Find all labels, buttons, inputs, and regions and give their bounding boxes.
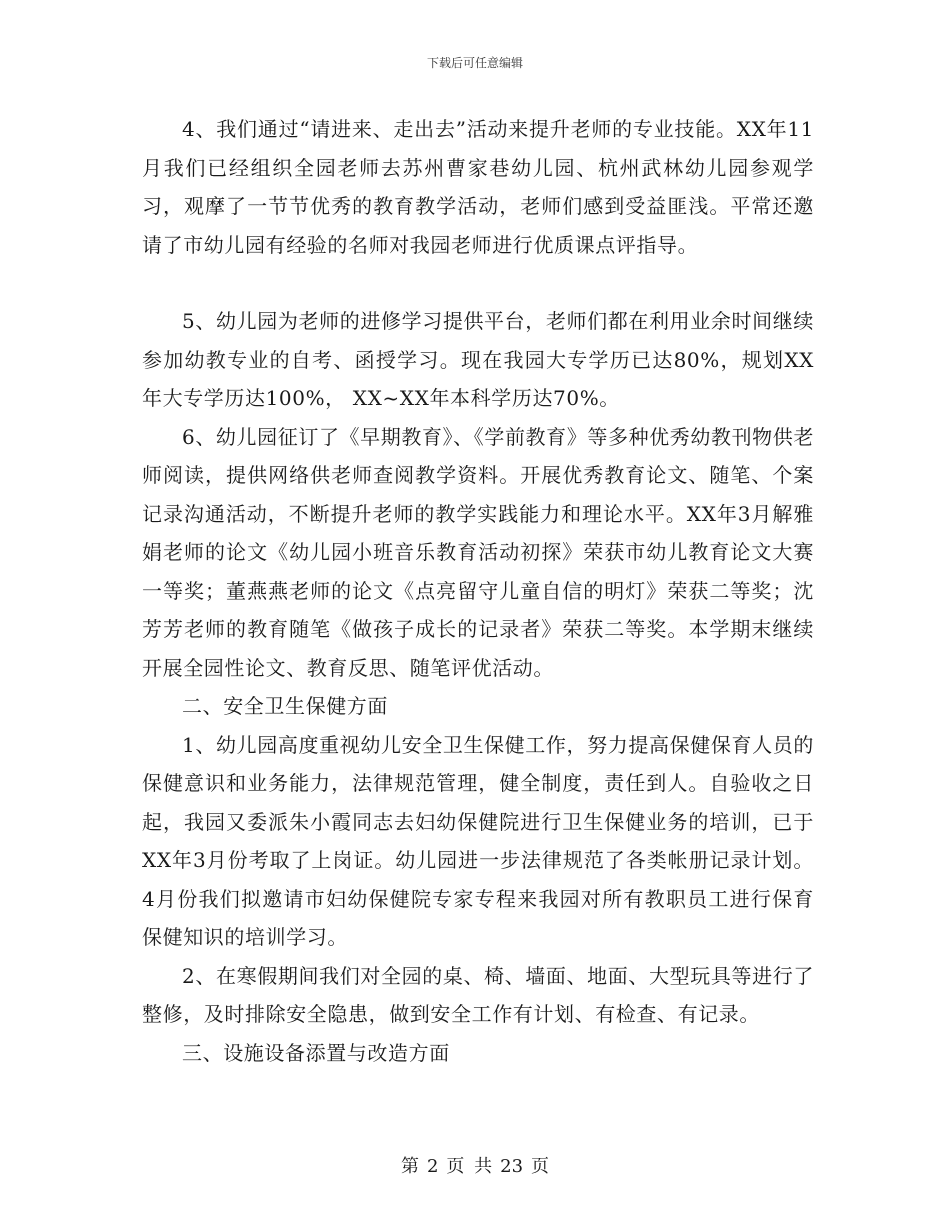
paragraph-safety-2: 2、在寒假期间我们对全园的桌、椅、墙面、地面、大型玩具等进行了整修，及时排除安全隐患，做到安全工作有计划、有检查、有记录。 — [142, 963, 814, 1026]
footer-suffix: 页 — [531, 1156, 550, 1177]
paragraph-item-5: 5、幼儿园为老师的进修学习提供平台，老师们都在利用业余时间继续参加幼教专业的自考、函授学习。现在我园大专学历已达80%，规划XX年大专学历达100%， XX~XX年本科学历达70%。 — [142, 309, 814, 410]
section-heading-facilities: 三、设施设备添置与改造方面 — [182, 1040, 450, 1065]
document-body — [142, 110, 814, 1072]
footer-prefix: 第 — [400, 1156, 419, 1177]
paragraph-item-6: 6、幼儿园征订了《早期教育》、《学前教育》等多种优秀幼教刊物供老师阅读，提供网络供老师查阅教学资料。开展优秀教育论文、随笔、个案记录沟通活动，不断提升老师的教学实践能力和理论水平。XX年3月解雅娟老师的论文《幼儿园小班音乐教育活动初探》荣获市幼儿教育论文大赛一等奖；董燕燕老师的论文《点亮留守儿童自信的明灯》荣获二等奖；沈芳芳老师的教育随笔《做孩子成长的记录者》荣获二等奖。本学期末继续开展全园性论文、教育反思、随笔评优活动。 — [142, 424, 814, 680]
paragraph-safety-1: 1、幼儿园高度重视幼儿安全卫生保健工作，努力提高保健保育人员的保健意识和业务能力，法律规范管理，健全制度，责任到人。自验收之日起，我园又委派朱小霞同志去妇幼保健院进行卫生保健业务的培训，已于XX年3月份考取了上岗证。幼儿园进一步法律规范了各类帐册记录计划。4月份我们拟邀请市妇幼保健院专家专程来我园对所有教职员工进行保育保健知识的培训学习。 — [142, 732, 814, 949]
paragraph-item-4: 4、我们通过“请进来、走出去”活动来提升老师的专业技能。XX年11月我们已经组织全园老师去苏州曹家巷幼儿园、杭州武林幼儿园参观学习，观摩了一节节优秀的教育教学活动，老师们感到受益匪浅。平常还邀请了市幼儿园有经验的名师对我园老师进行优质课点评指导。 — [142, 117, 814, 257]
footer-page-number: 2 — [426, 1156, 439, 1177]
page-footer — [0, 1152, 950, 1178]
paragraph-spacer — [142, 264, 814, 302]
page-header-note: 下载后可任意编辑 — [426, 56, 523, 70]
section-heading-safety-health: 二、安全卫生保健方面 — [182, 694, 388, 718]
footer-mid: 页 共 — [446, 1156, 493, 1177]
footer-total-pages: 23 — [500, 1156, 524, 1177]
